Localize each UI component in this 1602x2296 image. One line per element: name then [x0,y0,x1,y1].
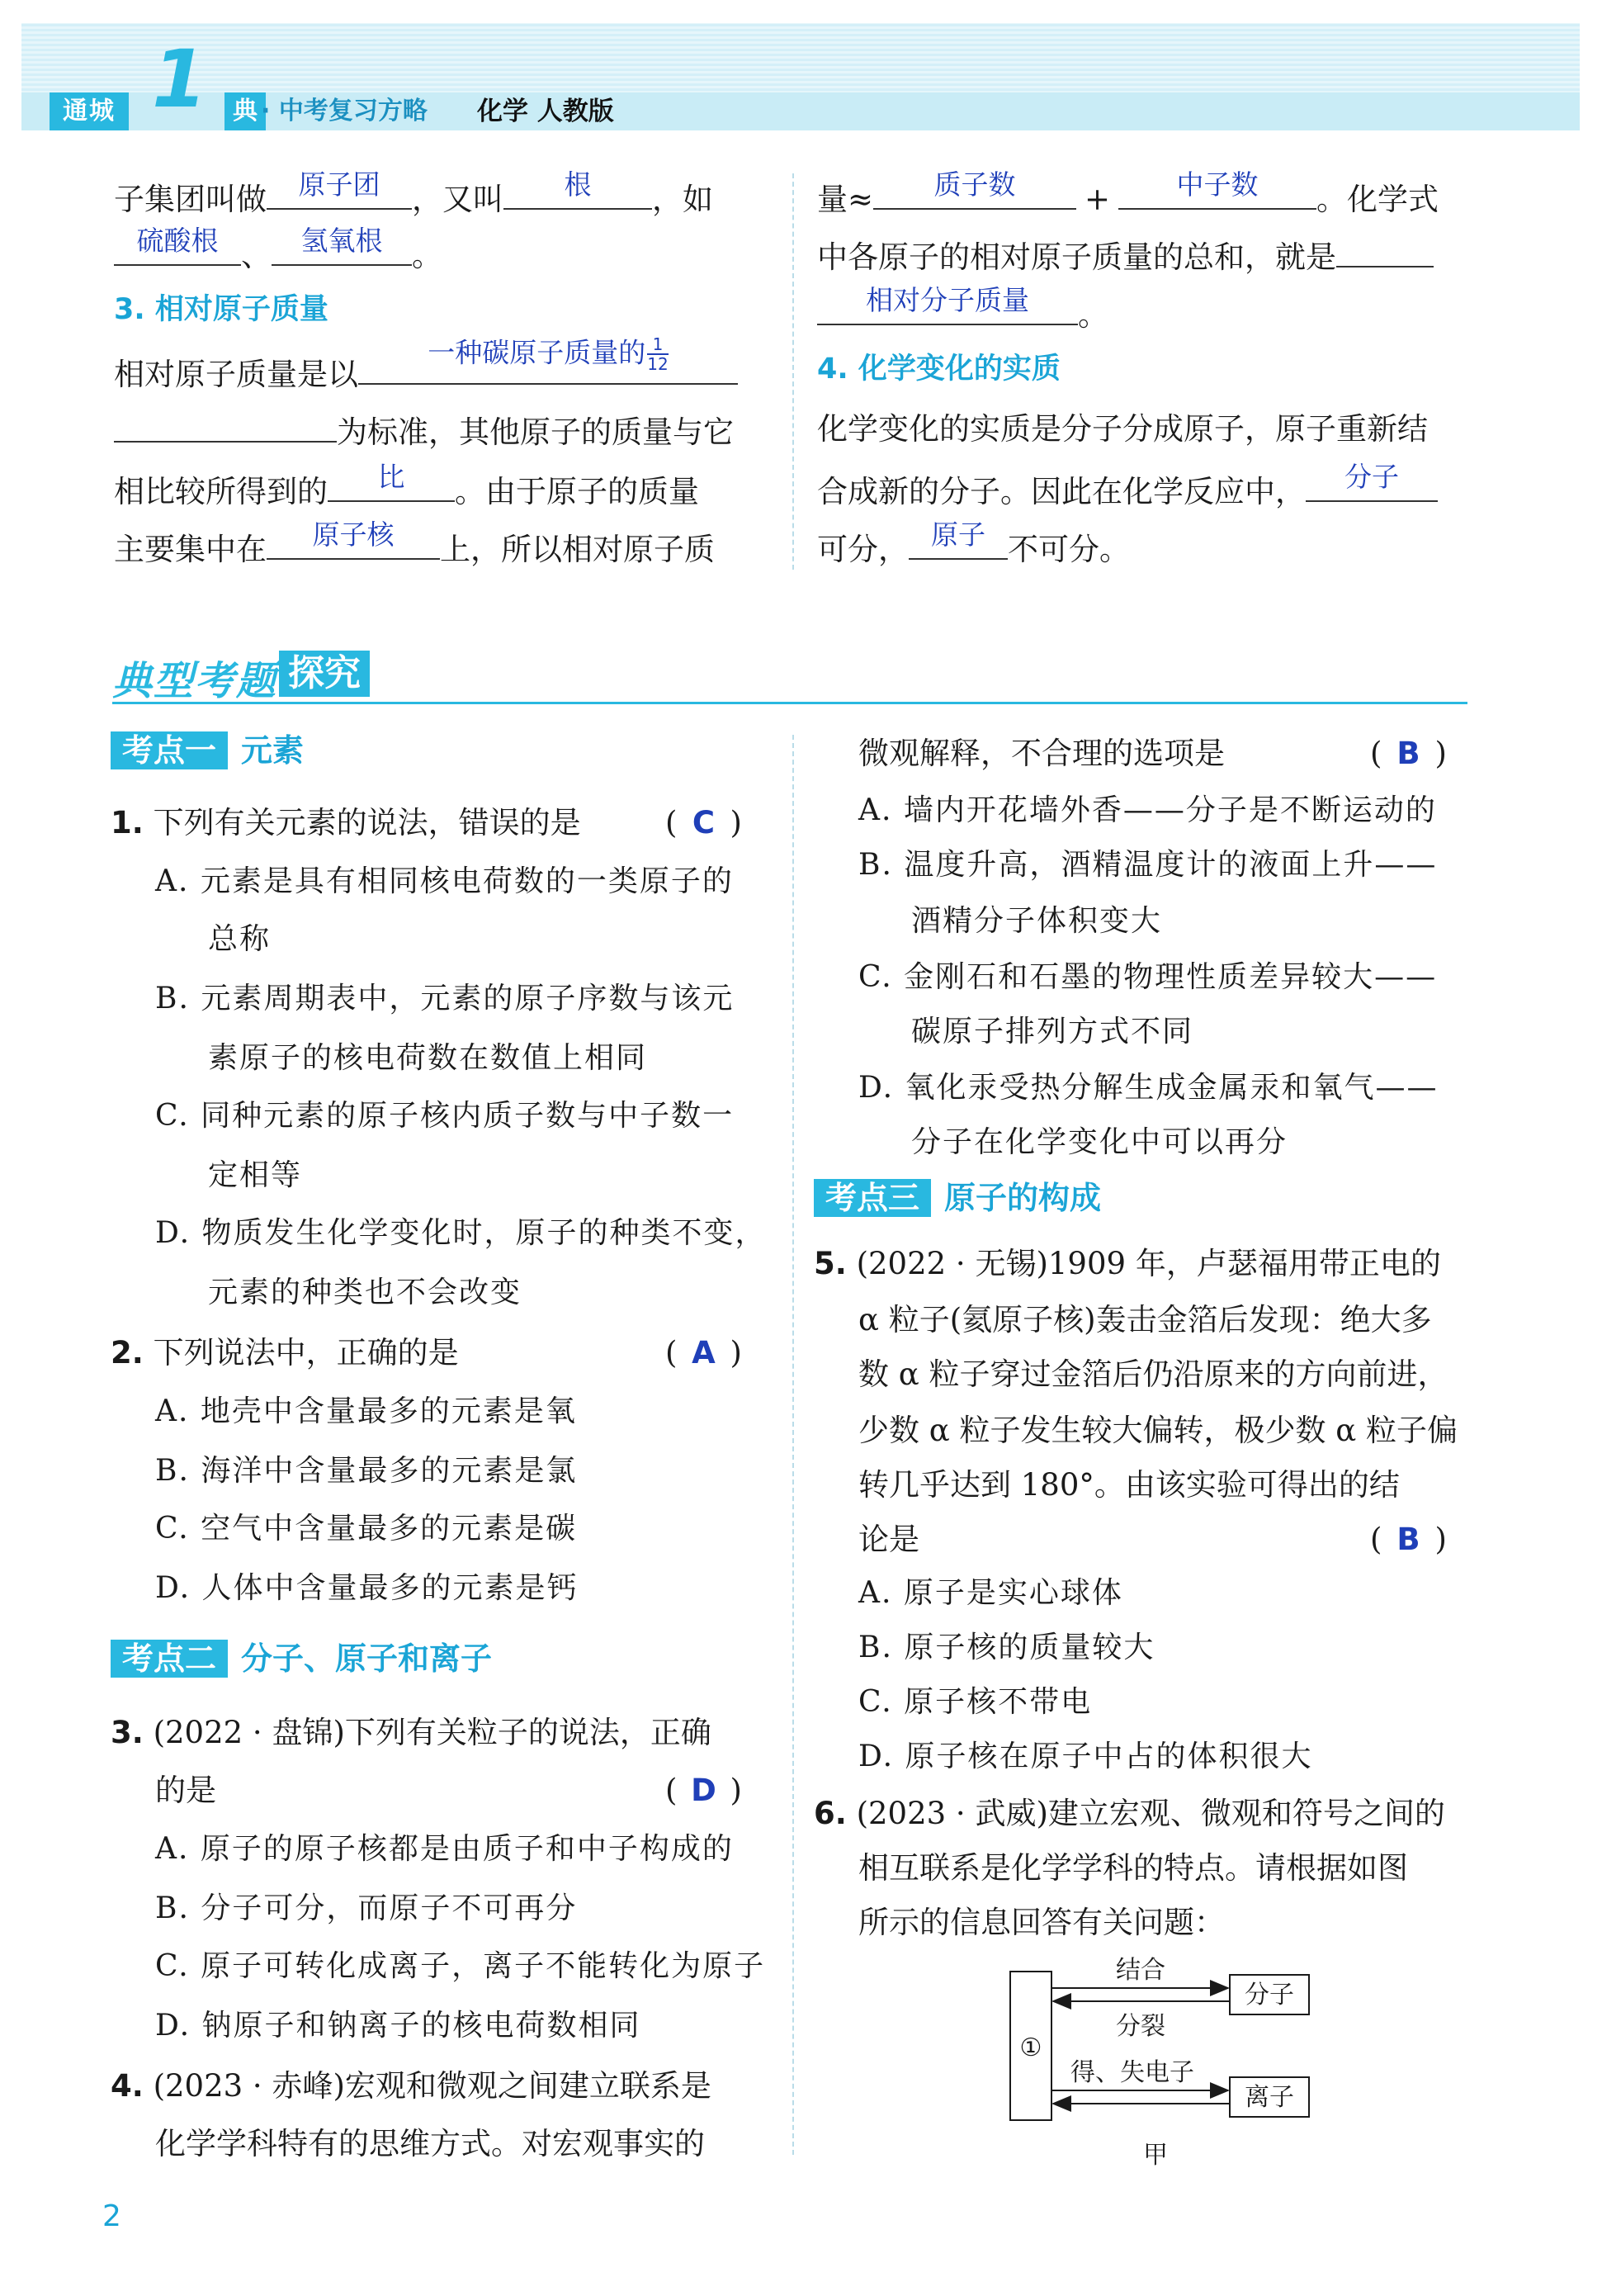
question-stem: 下列说法中，正确的是 [153,1335,459,1370]
column-divider-top [792,173,794,570]
answer-2: 根 [564,168,592,201]
blank-10-cont [817,281,1078,325]
kaodian-1 [111,731,304,769]
text: 。由于原子的质量 [455,474,699,509]
answer-5-text: 一种碳原子质量的 [428,336,646,369]
combine-label: 结合 [1116,1956,1165,1985]
answer-letter: A [692,1335,716,1370]
answer-letter: B [1396,736,1420,771]
blank-6 [328,457,455,502]
question-5-line: 少数 α 粒子发生较大偏转，极少数 α 粒子偏 [858,1413,1458,1448]
option-b: B. 分子可分，而原子不可再分 [155,1891,578,1925]
series-name-mid: 典 [224,92,266,130]
option-b: B. 原子核的质量较大 [858,1631,1155,1664]
series-subtitle: · 中考复习方略 [261,97,428,125]
molecule-label: 分子 [1245,1981,1294,2010]
option-b-cont: 酒精分子体积变大 [911,904,1163,938]
question-number: 4. [111,2068,144,2104]
text: 上，所以相对原子质 [440,532,715,567]
answer-5 [358,335,738,373]
series-name-left: 通城 [50,92,129,130]
electron-label: 得、失电子 [1070,2058,1194,2087]
text: 不可分。 [1008,532,1130,567]
question-3 [111,1717,711,1748]
question-5-line: 数 α 粒子穿过金箔后仍沿原来的方向前进， [858,1356,1448,1392]
blank-10 [1336,223,1434,267]
ion-label: 离子 [1245,2083,1294,2112]
option-d-cont: 分子在化学变化中可以再分 [911,1125,1288,1159]
kaodian-3 [814,1179,1101,1217]
kaodian-title: 原子的构成 [944,1180,1102,1216]
answer-3: 硫酸根 [136,225,219,257]
option-d-cont: 元素的种类也不会改变 [208,1276,522,1309]
answer-1: 原子团 [298,168,380,201]
kaodian-title: 元素 [241,732,305,769]
option-c: C. 同种元素的原子核内质子数与中子数一 [155,1099,735,1133]
fraction-denominator: 12 [647,354,669,374]
option-a: A. 地壳中含量最多的元素是氧 [155,1394,577,1428]
question-4-cont: 化学学科特有的思维方式。对宏观事实的 [155,2126,705,2161]
question-stem: (2023 · 赤峰)宏观和微观之间建立联系是 [153,2068,711,2104]
section-rule [112,702,1467,704]
answer-9: 中子数 [1176,168,1259,201]
circle-one-label: ① [1019,2033,1042,2062]
text: 相比较所得到的 [114,474,328,509]
answer-11: 分子 [1344,461,1399,493]
subheading-4: 4. 化学变化的实质 [817,353,1061,386]
answer-choice-4: ( B ) [1370,736,1447,771]
option-b: B. 温度升高，酒精温度计的液面上升—— [858,848,1438,882]
option-c: C. 原子可转化成离子，离子不能转化为原子 [155,1949,766,1983]
question-number: 1. [111,805,144,840]
split-label: 分裂 [1116,2012,1165,2041]
answer-12: 原子 [931,518,985,551]
subject-edition: 化学 人教版 [477,97,614,126]
question-6-line: 相互联系是化学学科的特点。请根据如图 [858,1850,1408,1886]
blank-7 [267,515,440,560]
text: + [1085,182,1111,217]
text: 主要集中在 [114,532,267,567]
blank-2 [503,165,652,210]
option-a: A. 元素是具有相同核电荷数的一类原子的 [155,864,734,898]
question-5-line: α 粒子(氦原子核)轰击金箔后发现：绝大多 [858,1302,1432,1337]
answer-letter: B [1396,1522,1420,1557]
section-title-box: 探究 [279,651,370,697]
question-4 [111,2068,711,2104]
text: 为标准，其他原子的质量与它 [337,414,734,450]
question-5 [814,1248,1441,1279]
page-number: 2 [102,2199,121,2233]
answer-choice-5: ( B ) [1370,1522,1447,1557]
blank-5-cont [114,398,337,443]
question-stem: 下列有关元素的说法，错误的是 [153,805,581,840]
blank-4 [272,221,412,266]
text: 相对原子质量是以 [114,357,358,392]
option-c: C. 空气中含量最多的元素是碳 [155,1512,578,1546]
series-logo: 1 [152,33,207,125]
blank-8 [873,165,1076,210]
kaodian-title: 分子、原子和离子 [241,1640,493,1677]
option-c: C. 金刚石和石墨的物理性质差异较大—— [858,960,1438,994]
text: 。化学式 [1316,182,1439,217]
kaodian-tag: 考点一 [111,731,228,769]
question-stem: (2022 · 盘锦)下列有关粒子的说法，正确 [153,1715,711,1750]
text: 子集团叫做 [114,182,267,217]
blank-3 [114,221,241,266]
blank-12 [909,515,1008,560]
fraction-numerator: 1 [647,335,668,355]
blank-5 [358,334,738,385]
option-d: D. 氧化汞受热分解生成金属汞和氧气—— [858,1071,1439,1105]
answer-choice-2: ( A ) [665,1335,742,1370]
text: 、 [241,238,272,273]
text: 。 [412,238,442,273]
question-3-cont: 的是 [155,1773,216,1808]
question-2 [111,1337,459,1368]
option-c: C. 原子核不带电 [858,1685,1093,1719]
answer-8: 质子数 [933,168,1016,201]
question-1 [111,807,581,838]
option-c-cont: 碳原子排列方式不同 [911,1015,1194,1049]
text: 中各原子的相对原子质量的总和，就是 [817,239,1336,275]
question-stem: (2022 · 无锡)1909 年，卢瑟福用带正电的 [856,1246,1441,1281]
text: 量≈ [817,182,874,217]
blank-9 [1118,165,1316,210]
kaodian-2 [111,1640,492,1678]
question-number: 2. [111,1335,144,1370]
top-right-column [817,165,1477,570]
question-4-stem-end: 微观解释，不合理的选项是 [858,736,1225,771]
option-d: D. 原子核在原子中占的体积很大 [858,1740,1313,1773]
subheading-3: 3. 相对原子质量 [114,293,328,326]
answer-letter: D [691,1773,716,1808]
section-title: 典型考题 [112,658,278,704]
question-number: 3. [111,1715,144,1750]
particle-relation-diagram [990,1948,1337,2171]
option-a: A. 墙内开花墙外香——分子是不断运动的 [858,793,1437,827]
option-d: D. 人体中含量最多的元素是钙 [155,1571,579,1605]
top-left-column [114,165,766,570]
option-b: B. 元素周期表中，元素的原子序数与该元 [155,982,735,1015]
question-6 [814,1798,1445,1829]
text: 。 [1078,297,1108,333]
blank-11 [1306,457,1438,502]
answer-4: 氢氧根 [300,225,383,257]
option-b: B. 海洋中含量最多的元素是氯 [155,1454,578,1488]
option-a: A. 原子是实心球体 [858,1576,1123,1610]
question-number: 6. [814,1796,847,1831]
kaodian-tag: 考点三 [814,1179,931,1217]
fraction [647,335,668,373]
text: 可分， [817,532,909,567]
option-a-cont: 总称 [208,922,272,956]
question-5-line: 转几乎达到 180°。由该实验可得出的结 [858,1467,1400,1503]
kaodian-tag: 考点二 [111,1640,228,1678]
question-6-line: 所示的信息回答有关问题： [858,1905,1225,1940]
question-number: 5. [814,1246,847,1281]
answer-choice-3: ( D ) [665,1773,742,1808]
text: 化学变化的实质是分子分成原子，原子重新结 [817,411,1428,447]
text: ，又叫 [412,182,503,217]
text: 合成新的分子。因此在化学反应中， [817,474,1306,509]
diagram-caption: 甲 [1143,2141,1168,2170]
blank-1 [267,165,412,210]
option-c-cont: 定相等 [208,1158,303,1192]
option-b-cont: 素原子的核电荷数在数值上相同 [208,1041,648,1075]
answer-choice-1: ( C ) [665,805,742,840]
option-a: A. 原子的原子核都是由质子和中子构成的 [155,1832,734,1866]
answer-7: 原子核 [312,518,395,551]
text: ，如 [652,182,713,217]
column-divider-bottom [792,735,794,2155]
answer-10: 相对分子质量 [866,284,1029,316]
answer-6: 比 [377,461,405,493]
option-d: D. 钠原子和钠离子的核电荷数相同 [155,2009,641,2043]
question-5-line: 论是 [858,1522,919,1557]
option-d: D. 物质发生化学变化时，原子的种类不变， [155,1216,767,1250]
answer-letter: C [692,805,716,840]
question-stem: (2023 · 武威)建立宏观、微观和符号之间的 [856,1796,1445,1831]
